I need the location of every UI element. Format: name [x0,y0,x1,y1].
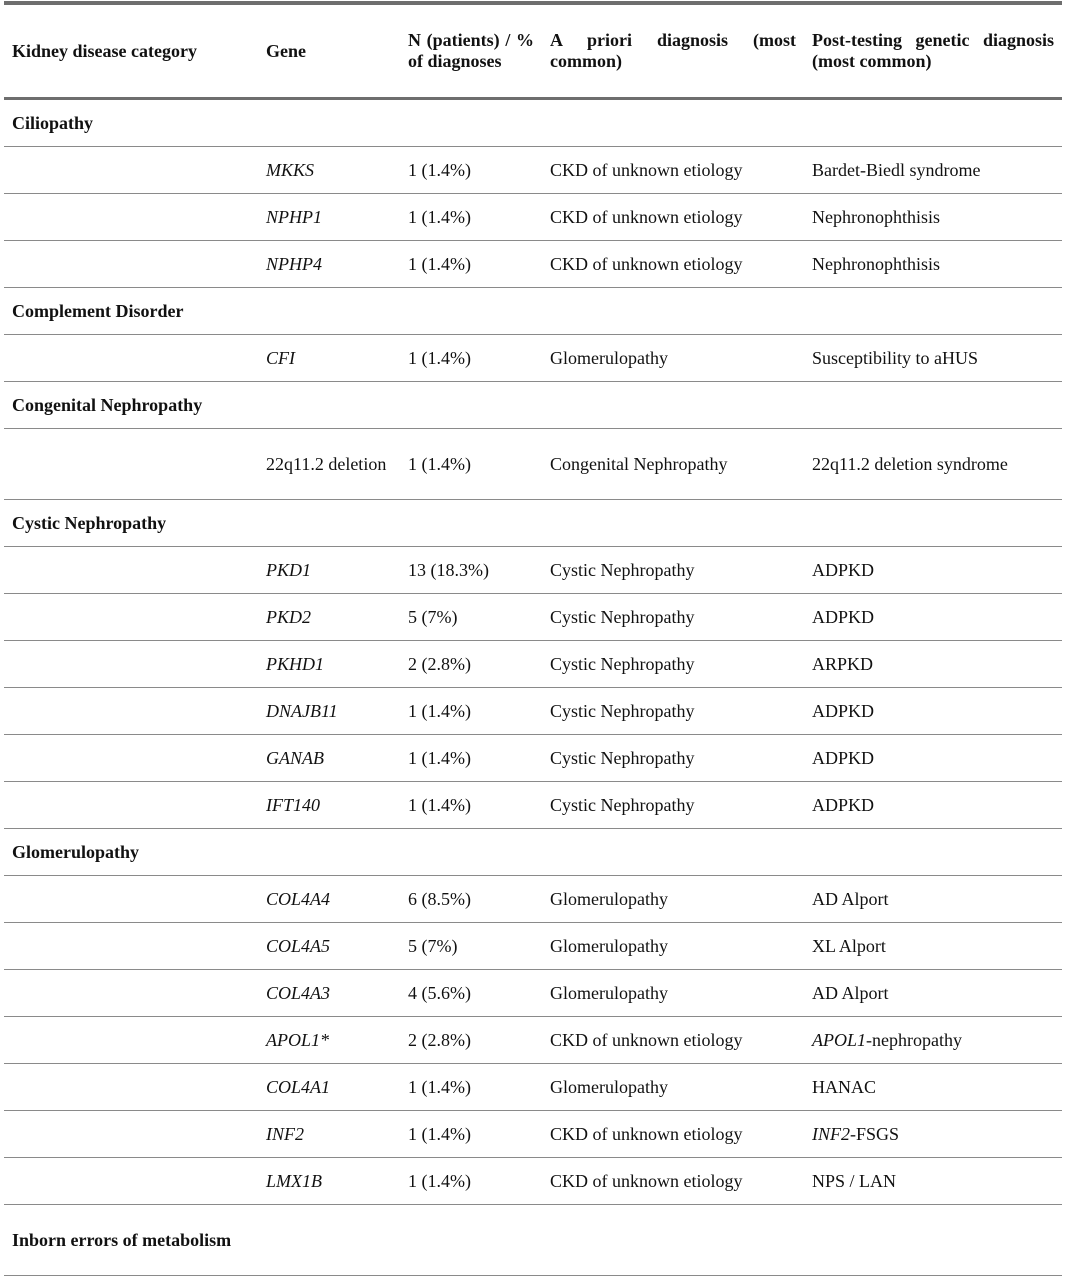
category-label: Congenital Nephropathy [12,395,203,415]
post-testing-diagnosis-cell [804,347,1062,369]
table-row [4,923,1062,970]
patients-cell: 2 (2.8%) [408,1030,471,1050]
post-testing-diagnosis-cell [804,1076,1062,1098]
post-diagnosis-text: ADPKD [812,748,875,768]
gene-cell: IFT140 [266,795,320,815]
apriori-diagnosis-cell: Glomerulopathy [550,1077,668,1097]
patients-cell: 1 (1.4%) [408,348,471,368]
apriori-diagnosis-cell: Cystic Nephropathy [550,654,695,674]
table-row [4,594,1062,641]
apriori-diagnosis-cell: Cystic Nephropathy [550,795,695,815]
patients-cell: 13 (18.3%) [408,560,489,580]
table-row [4,194,1062,241]
category-label: Cystic Nephropathy [12,513,167,533]
gene-cell: PKD1 [266,560,311,580]
post-diagnosis-text: -FSGS [850,1124,900,1144]
gene-cell: 22q11.2 deletion [266,454,387,474]
table-row [4,1158,1062,1205]
post-testing-diagnosis-cell [804,159,1062,181]
post-diagnosis-text: ADPKD [812,560,875,580]
patients-cell: 1 (1.4%) [408,160,471,180]
post-testing-diagnosis-cell [804,888,1062,910]
category-row [4,288,1062,335]
header-n: N (patients) / % of diagnoses [408,30,534,71]
patients-cell: 4 (5.6%) [408,983,471,1003]
apriori-diagnosis-cell: CKD of unknown etiology [550,1171,743,1191]
post-testing-diagnosis-cell [804,747,1062,769]
patients-cell: 1 (1.4%) [408,254,471,274]
table-row [4,1064,1062,1111]
category-row [4,829,1062,876]
post-testing-diagnosis-cell [804,606,1062,628]
gene-cell: CFI [266,348,295,368]
table-body [4,100,1062,1276]
category-label: Ciliopathy [12,113,94,133]
table-row [4,1017,1062,1064]
table-header-row [4,5,1062,97]
post-diagnosis-text: ARPKD [812,654,874,674]
apriori-diagnosis-cell: Cystic Nephropathy [550,560,695,580]
patients-cell: 2 (2.8%) [408,654,471,674]
category-label: Inborn errors of metabolism [12,1230,232,1250]
gene-cell: PKD2 [266,607,311,627]
gene-cell: COL4A3 [266,983,331,1003]
patients-cell: 1 (1.4%) [408,207,471,227]
gene-cell: DNAJB11 [266,701,338,721]
category-row [4,500,1062,547]
post-diagnosis-text: Bardet-Biedl syndrome [812,160,981,180]
patients-cell: 1 (1.4%) [408,1077,471,1097]
post-diagnosis-text: -nephropathy [866,1030,962,1050]
apriori-diagnosis-cell: Cystic Nephropathy [550,748,695,768]
post-diagnosis-text: AD Alport [812,889,889,909]
table-row [4,782,1062,829]
gene-cell: NPHP1 [266,207,322,227]
gene-cell: COL4A5 [266,936,331,956]
header-apriori: A priori diagnosis (most common) [550,30,796,71]
gene-cell: GANAB [266,748,324,768]
apriori-diagnosis-cell: Glomerulopathy [550,983,668,1003]
post-diagnosis-text: NPS / LAN [812,1171,897,1191]
post-diagnosis-text: ADPKD [812,795,875,815]
gene-cell: PKHD1 [266,654,324,674]
apriori-diagnosis-cell: CKD of unknown etiology [550,254,743,274]
patients-cell: 1 (1.4%) [408,1171,471,1191]
header-gene: Gene [266,40,306,61]
category-label: Glomerulopathy [12,842,140,862]
post-diagnosis-text: HANAC [812,1077,877,1097]
header-post: Post-testing genetic diagnosis (most common) [812,30,1054,71]
gene-cell: NPHP4 [266,254,322,274]
post-testing-diagnosis-cell [804,559,1062,581]
post-testing-diagnosis-cell [804,935,1062,957]
post-testing-diagnosis-cell [804,982,1062,1004]
table-row [4,335,1062,382]
apriori-diagnosis-cell: Glomerulopathy [550,889,668,909]
header-category: Kidney disease category [12,40,197,61]
category-row [4,382,1062,429]
gene-cell: APOL1* [266,1030,329,1050]
patients-cell: 1 (1.4%) [408,701,471,721]
post-testing-diagnosis-cell [804,653,1062,675]
post-diagnosis-text: ADPKD [812,607,875,627]
post-diagnosis-gene: INF2 [812,1124,850,1144]
apriori-diagnosis-cell: Glomerulopathy [550,348,668,368]
gene-cell: COL4A1 [266,1077,331,1097]
apriori-diagnosis-cell: CKD of unknown etiology [550,1030,743,1050]
post-diagnosis-text: AD Alport [812,983,889,1003]
apriori-diagnosis-cell: CKD of unknown etiology [550,160,743,180]
apriori-diagnosis-cell: Congenital Nephropathy [550,454,728,474]
table-row [4,429,1062,500]
gene-cell: INF2 [266,1124,304,1144]
post-testing-diagnosis-cell [804,453,1062,475]
post-diagnosis-text: Nephronophthisis [812,254,940,274]
patients-cell: 1 (1.4%) [408,748,471,768]
post-diagnosis-text: Nephronophthisis [812,207,940,227]
patients-cell: 1 (1.4%) [408,454,471,474]
table-row [4,876,1062,923]
post-diagnosis-text: XL Alport [812,936,886,956]
patients-cell: 1 (1.4%) [408,795,471,815]
post-testing-diagnosis-cell [804,1123,1062,1145]
genetic-diagnoses-table [4,0,1062,1276]
patients-cell: 5 (7%) [408,936,458,956]
post-testing-diagnosis-cell [804,253,1062,275]
gene-cell: LMX1B [266,1171,322,1191]
post-testing-diagnosis-cell [804,794,1062,816]
table-row [4,147,1062,194]
post-testing-diagnosis-cell [804,1029,1062,1051]
gene-cell: MKKS [266,160,315,180]
category-row [4,1205,1062,1276]
category-label: Complement Disorder [12,301,184,321]
apriori-diagnosis-cell: CKD of unknown etiology [550,1124,743,1144]
apriori-diagnosis-cell: Cystic Nephropathy [550,701,695,721]
post-diagnosis-text: 22q11.2 deletion syndrome [812,454,1008,474]
category-row [4,100,1062,147]
post-testing-diagnosis-cell [804,206,1062,228]
table-row [4,735,1062,782]
patients-cell: 1 (1.4%) [408,1124,471,1144]
table-row [4,1111,1062,1158]
table-row [4,641,1062,688]
table-row [4,688,1062,735]
post-diagnosis-gene: APOL1 [812,1030,866,1050]
post-diagnosis-text: ADPKD [812,701,875,721]
patients-cell: 6 (8.5%) [408,889,471,909]
table-row [4,241,1062,288]
table-row [4,547,1062,594]
apriori-diagnosis-cell: Cystic Nephropathy [550,607,695,627]
apriori-diagnosis-cell: Glomerulopathy [550,936,668,956]
apriori-diagnosis-cell: CKD of unknown etiology [550,207,743,227]
post-testing-diagnosis-cell [804,1170,1062,1192]
gene-cell: COL4A4 [266,889,331,909]
table-row [4,970,1062,1017]
post-diagnosis-text: Susceptibility to aHUS [812,348,978,368]
patients-cell: 5 (7%) [408,607,458,627]
post-testing-diagnosis-cell [804,700,1062,722]
